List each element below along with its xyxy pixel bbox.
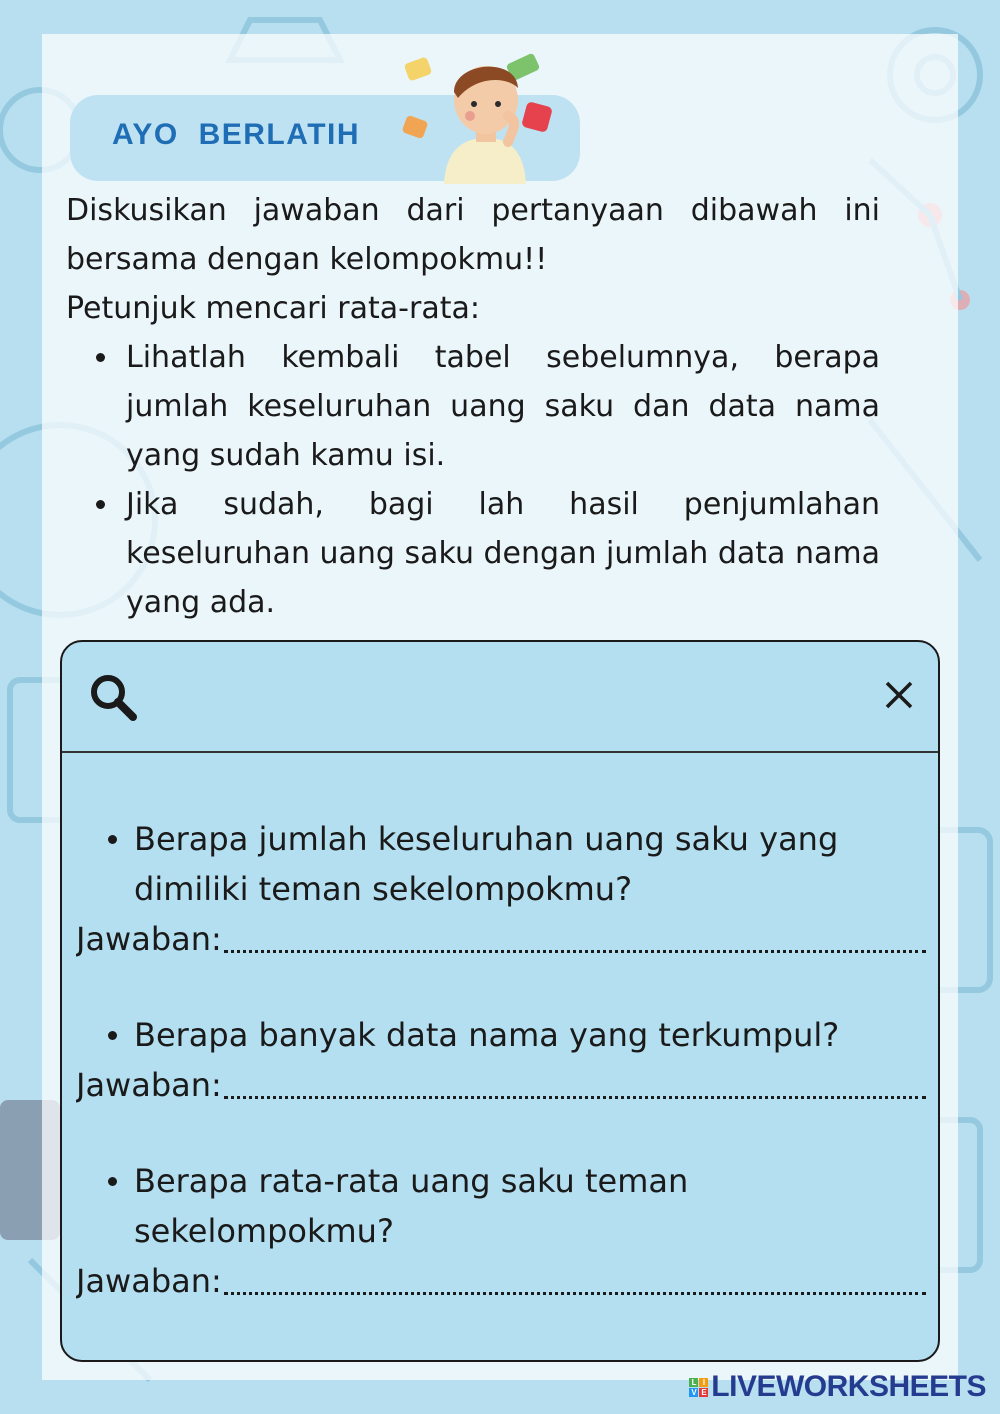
hint-list: [66, 333, 880, 627]
answer-row: [76, 1060, 926, 1110]
answer-label: Jawaban:: [76, 1262, 222, 1300]
instruction-text: Diskusikan jawaban dari pertanyaan dibawah ini bersama dengan kelompokmu!!: [66, 193, 880, 277]
answer-field[interactable]: [224, 935, 926, 953]
answer-label: Jawaban:: [76, 1066, 222, 1104]
hint-heading: Petunjuk mencari rata-rata:: [66, 291, 480, 326]
question-3: [76, 1156, 926, 1306]
question-1: [76, 814, 926, 964]
instructions: [66, 186, 880, 627]
question-text: Berapa jumlah keseluruhan uang saku yang dimiliki teman sekelompokmu?: [76, 814, 926, 914]
question-text: Berapa banyak data nama yang terkumpul?: [76, 1010, 926, 1060]
question-text: Berapa rata-rata uang saku teman sekelompokmu?: [76, 1156, 926, 1256]
close-icon[interactable]: [884, 680, 914, 710]
answer-field[interactable]: [224, 1277, 926, 1295]
divider: [62, 751, 938, 753]
answer-row: [76, 914, 926, 964]
liveworksheets-logo-icon: L I V E: [689, 1378, 708, 1397]
brand-text: LIVEWORKSHEETS: [711, 1370, 986, 1403]
question-2: [76, 1010, 926, 1110]
list-item: Jika sudah, bagi lah hasil penjumlahan keseluruhan uang saku dengan jumlah data nama yang ada.: [66, 480, 880, 627]
liveworksheets-brand[interactable]: [689, 1370, 986, 1404]
thinking-boy-illustration: [396, 42, 576, 184]
question-panel: [60, 640, 940, 1362]
answer-row: [76, 1256, 926, 1306]
list-item: Lihatlah kembali tabel sebelumnya, berapa jumlah keseluruhan uang saku dan data nama yang sudah kamu isi.: [66, 333, 880, 480]
search-icon[interactable]: [88, 672, 138, 722]
answer-label: Jawaban:: [76, 920, 222, 958]
answer-field[interactable]: [224, 1081, 926, 1099]
page-title: AYO BERLATIH: [112, 118, 361, 151]
